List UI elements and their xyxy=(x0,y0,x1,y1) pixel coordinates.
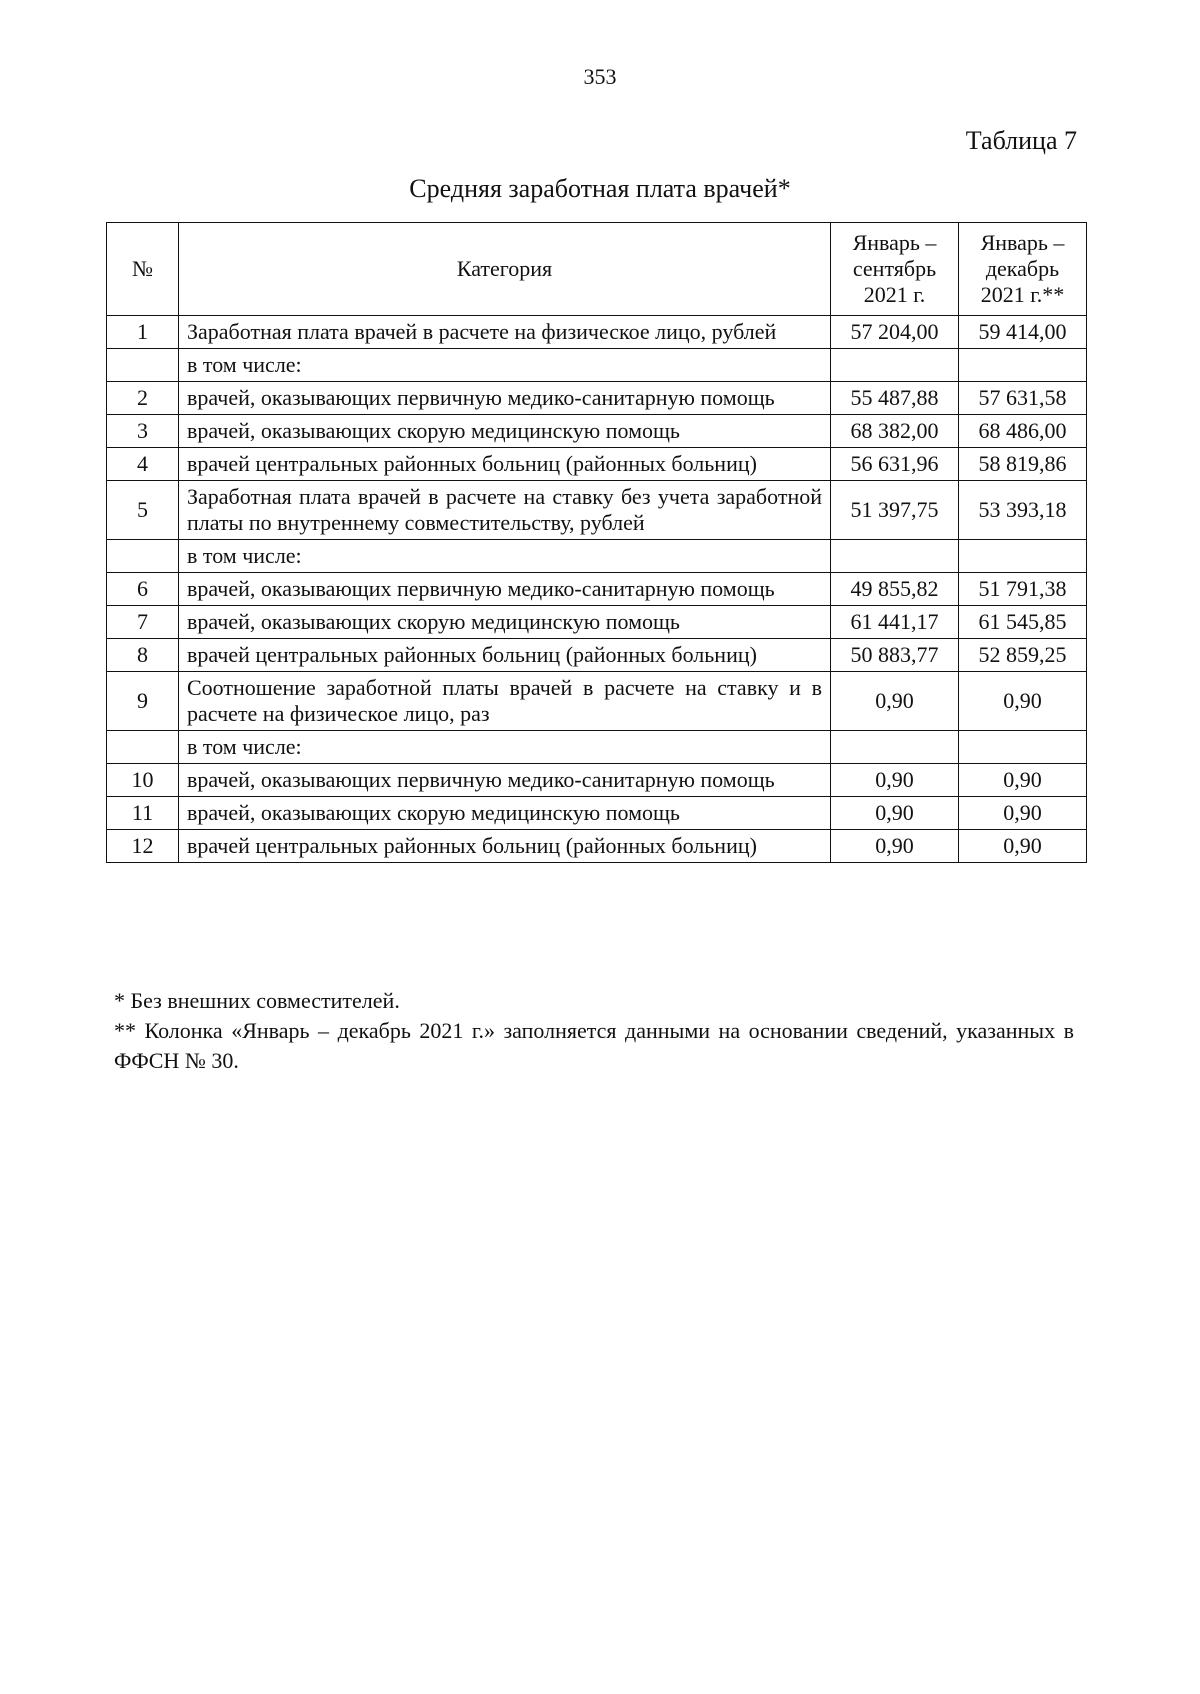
row-category: врачей, оказывающих первичную медико-санитарную помощь xyxy=(179,764,831,797)
row-period1-value: 51 397,75 xyxy=(831,481,959,540)
row-period1-value: 56 631,96 xyxy=(831,448,959,481)
row-period2-value: 0,90 xyxy=(959,797,1087,830)
row-num xyxy=(107,731,179,764)
table-row xyxy=(107,448,1087,481)
header-period2: Январь – декабрь 2021 г.** xyxy=(959,223,1087,316)
table-row xyxy=(107,764,1087,797)
row-num: 1 xyxy=(107,316,179,349)
row-category: врачей центральных районных больниц (районных больниц) xyxy=(179,448,831,481)
row-period1-value: 0,90 xyxy=(831,672,959,731)
page-number: 353 xyxy=(583,64,617,89)
row-period2-value xyxy=(959,349,1087,382)
row-period1-value xyxy=(831,349,959,382)
row-period2-value: 53 393,18 xyxy=(959,481,1087,540)
table-header-row xyxy=(107,223,1087,316)
table-row xyxy=(107,540,1087,573)
row-num: 2 xyxy=(107,382,179,415)
table-row xyxy=(107,672,1087,731)
table-row xyxy=(107,316,1087,349)
row-num: 11 xyxy=(107,797,179,830)
row-period1-value: 0,90 xyxy=(831,797,959,830)
row-category: врачей, оказывающих скорую медицинскую помощь xyxy=(179,797,831,830)
table-row xyxy=(107,349,1087,382)
row-period1-value xyxy=(831,731,959,764)
header-category: Категория xyxy=(179,223,831,316)
row-num: 4 xyxy=(107,448,179,481)
row-period2-value: 68 486,00 xyxy=(959,415,1087,448)
table-row xyxy=(107,415,1087,448)
table-row xyxy=(107,606,1087,639)
row-num: 7 xyxy=(107,606,179,639)
table-row xyxy=(107,382,1087,415)
row-num: 12 xyxy=(107,830,179,863)
row-num: 8 xyxy=(107,639,179,672)
table-row xyxy=(107,573,1087,606)
row-category: Заработная плата врачей в расчете на ставку без учета заработной платы по внутреннему совместительству, рублей xyxy=(179,481,831,540)
footnote-1: * Без внешних совместителей. xyxy=(114,988,400,1013)
row-period2-value: 52 859,25 xyxy=(959,639,1087,672)
row-category: врачей, оказывающих скорую медицинскую помощь xyxy=(179,606,831,639)
table-row xyxy=(107,639,1087,672)
footnote-2: ** Колонка «Январь – декабрь 2021 г.» заполняется данными на основании сведений, указанных в ФФСН № 30. xyxy=(114,1018,1074,1073)
row-period2-value: 51 791,38 xyxy=(959,573,1087,606)
row-period1-value: 57 204,00 xyxy=(831,316,959,349)
header-num: № xyxy=(107,223,179,316)
row-num: 10 xyxy=(107,764,179,797)
row-category: в том числе: xyxy=(179,731,831,764)
row-period2-value: 59 414,00 xyxy=(959,316,1087,349)
row-num xyxy=(107,540,179,573)
table-label: Таблица 7 xyxy=(965,126,1077,155)
row-period2-value xyxy=(959,731,1087,764)
row-category: Соотношение заработной платы врачей в расчете на ставку и в расчете на физическое лицо, раз xyxy=(179,672,831,731)
row-period1-value: 0,90 xyxy=(831,764,959,797)
row-period1-value: 50 883,77 xyxy=(831,639,959,672)
row-category: врачей, оказывающих первичную медико-санитарную помощь xyxy=(179,573,831,606)
row-period2-value: 0,90 xyxy=(959,672,1087,731)
salary-table xyxy=(106,222,1087,863)
row-category: врачей центральных районных больниц (районных больниц) xyxy=(179,639,831,672)
row-period2-value xyxy=(959,540,1087,573)
row-category: в том числе: xyxy=(179,540,831,573)
table-row xyxy=(107,481,1087,540)
row-category: врачей, оказывающих скорую медицинскую помощь xyxy=(179,415,831,448)
row-category: в том числе: xyxy=(179,349,831,382)
table-body xyxy=(107,316,1087,863)
row-num xyxy=(107,349,179,382)
row-period1-value: 0,90 xyxy=(831,830,959,863)
row-period1-value: 49 855,82 xyxy=(831,573,959,606)
table-row xyxy=(107,797,1087,830)
row-period1-value: 55 487,88 xyxy=(831,382,959,415)
table-row xyxy=(107,830,1087,863)
row-period1-value: 68 382,00 xyxy=(831,415,959,448)
footnotes xyxy=(114,986,1074,1076)
row-period1-value: 61 441,17 xyxy=(831,606,959,639)
row-category: Заработная плата врачей в расчете на физическое лицо, рублей xyxy=(179,316,831,349)
header-period1: Январь – сентябрь 2021 г. xyxy=(831,223,959,316)
row-category: врачей центральных районных больниц (районных больниц) xyxy=(179,830,831,863)
row-category: врачей, оказывающих первичную медико-санитарную помощь xyxy=(179,382,831,415)
row-num: 9 xyxy=(107,672,179,731)
table-row xyxy=(107,731,1087,764)
row-num: 6 xyxy=(107,573,179,606)
row-period2-value: 0,90 xyxy=(959,830,1087,863)
table-title: Средняя заработная плата врачей* xyxy=(409,174,791,203)
row-period2-value: 0,90 xyxy=(959,764,1087,797)
row-period2-value: 57 631,58 xyxy=(959,382,1087,415)
row-period2-value: 58 819,86 xyxy=(959,448,1087,481)
row-period2-value: 61 545,85 xyxy=(959,606,1087,639)
row-num: 3 xyxy=(107,415,179,448)
row-num: 5 xyxy=(107,481,179,540)
row-period1-value xyxy=(831,540,959,573)
